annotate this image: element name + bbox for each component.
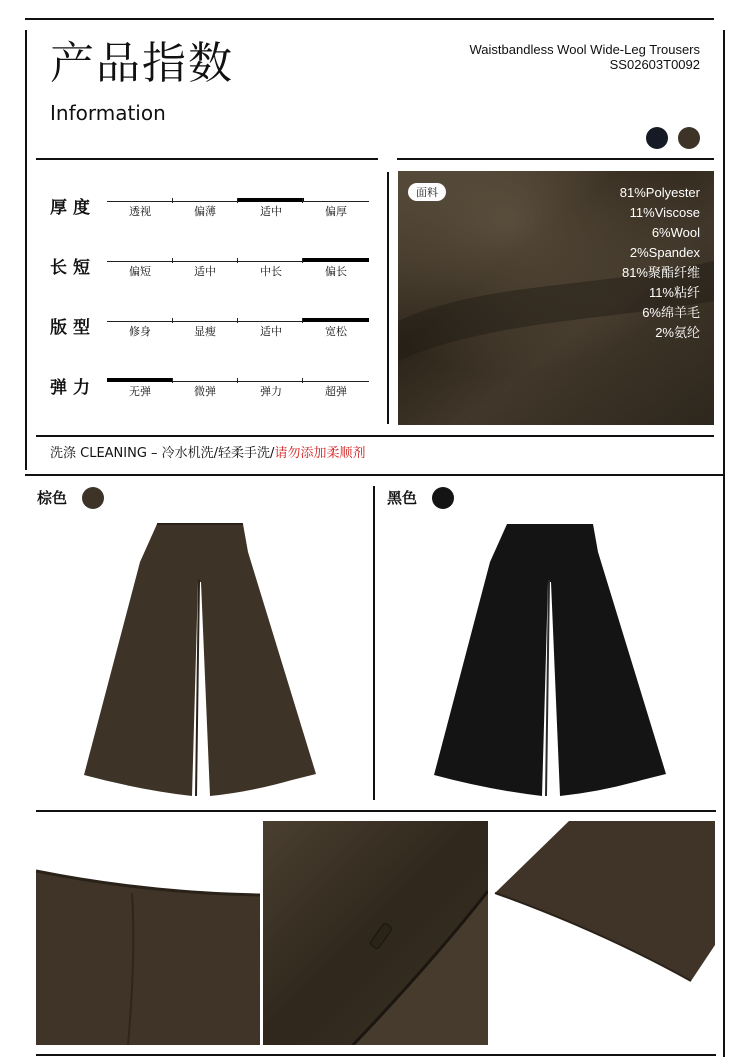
spec-option: 偏厚: [303, 201, 369, 217]
care-divider-bottom: [25, 474, 725, 476]
trousers-black-image: [430, 522, 670, 800]
product-photo-brown: [80, 522, 320, 800]
spec-tick: [237, 198, 238, 203]
page-subtitle: Information: [50, 101, 166, 125]
header-divider-left: [36, 158, 378, 160]
spec-option: 偏薄: [172, 201, 238, 217]
spec-tick: [302, 378, 303, 383]
product-name: Waistbandless Wool Wide-Leg Trousers: [469, 42, 700, 57]
detail-divider: [36, 810, 716, 812]
spec-option: 中长: [238, 261, 304, 277]
care-divider-top: [36, 435, 714, 437]
spec-tick: [237, 318, 238, 323]
spec-option: 透视: [107, 201, 173, 217]
right-border: [723, 30, 725, 1057]
fabric-swatch-photo: [398, 171, 714, 425]
detail-photo-waist: [36, 823, 260, 1045]
care-warning: 请勿添加柔顺剂: [274, 446, 366, 461]
color-swatch-brown: [82, 487, 104, 509]
composition-line: 11%粘纤: [648, 285, 700, 300]
detail-photo-hem: [491, 821, 715, 1045]
composition-line: 6%Wool: [651, 225, 700, 240]
spec-option: 微弹: [172, 381, 238, 397]
color-dot-brown: [678, 127, 700, 149]
spec-tick: [172, 258, 173, 263]
spec-tick: [237, 258, 238, 263]
waist-detail-image: [36, 823, 260, 1045]
trousers-brown-image: [80, 522, 320, 800]
spec-divider-vertical: [387, 172, 389, 424]
spec-option: 适中: [172, 261, 238, 277]
composition-line: 81%Polyester: [619, 185, 700, 200]
spec-option: 适中: [238, 321, 304, 337]
spec-option: 显瘦: [172, 321, 238, 337]
color-divider-vertical: [373, 486, 375, 800]
color-swatch-black: [432, 487, 454, 509]
page-title: 产品指数: [50, 38, 234, 89]
fabric-badge: 面料: [408, 183, 446, 201]
spec-label-length: 长短: [50, 258, 96, 278]
top-border: [25, 18, 714, 20]
spec-tick: [302, 318, 303, 323]
color-label-brown: 棕色: [37, 489, 68, 507]
composition-line: 2%氨纶: [655, 325, 700, 340]
spec-option: 偏长: [303, 261, 369, 277]
spec-option: 超弹: [303, 381, 369, 397]
spec-tick: [172, 378, 173, 383]
product-info: [470, 42, 700, 72]
composition-line: 6%绵羊毛: [642, 305, 700, 320]
color-label-black: 黑色: [387, 489, 418, 507]
bottom-border: [36, 1054, 716, 1056]
color-dot-black: [646, 127, 668, 149]
spec-tick: [302, 258, 303, 263]
spec-label-stretch: 弹力: [50, 378, 96, 398]
fabric-composition: [620, 183, 700, 343]
hem-detail-image: [491, 821, 715, 1045]
spec-label-thickness: 厚度: [50, 198, 96, 218]
spec-option: 偏短: [107, 261, 173, 277]
spec-tick: [172, 198, 173, 203]
composition-line: 81%聚酯纤维: [621, 265, 700, 280]
spec-option: 宽松: [303, 321, 369, 337]
left-border: [25, 30, 27, 470]
detail-photo-zipper: [263, 821, 488, 1045]
spec-option: 无弹: [107, 381, 173, 397]
spec-option: 适中: [238, 201, 304, 217]
care-text: 洗涤 CLEANING – 冷水机洗/轻柔手洗/: [50, 446, 275, 461]
spec-option: 弹力: [238, 381, 304, 397]
composition-line: 2%Spandex: [629, 245, 700, 260]
composition-line: 11%Viscose: [629, 205, 700, 220]
spec-option: 修身: [107, 321, 173, 337]
zipper-detail-image: [263, 821, 488, 1045]
spec-tick: [302, 198, 303, 203]
spec-label-fit: 版型: [50, 318, 96, 338]
spec-tick: [237, 378, 238, 383]
product-code: SS02603T0092: [609, 57, 700, 72]
product-photo-black: [430, 522, 670, 800]
header-divider-right: [397, 158, 714, 160]
care-instructions: [50, 447, 365, 460]
spec-tick: [172, 318, 173, 323]
